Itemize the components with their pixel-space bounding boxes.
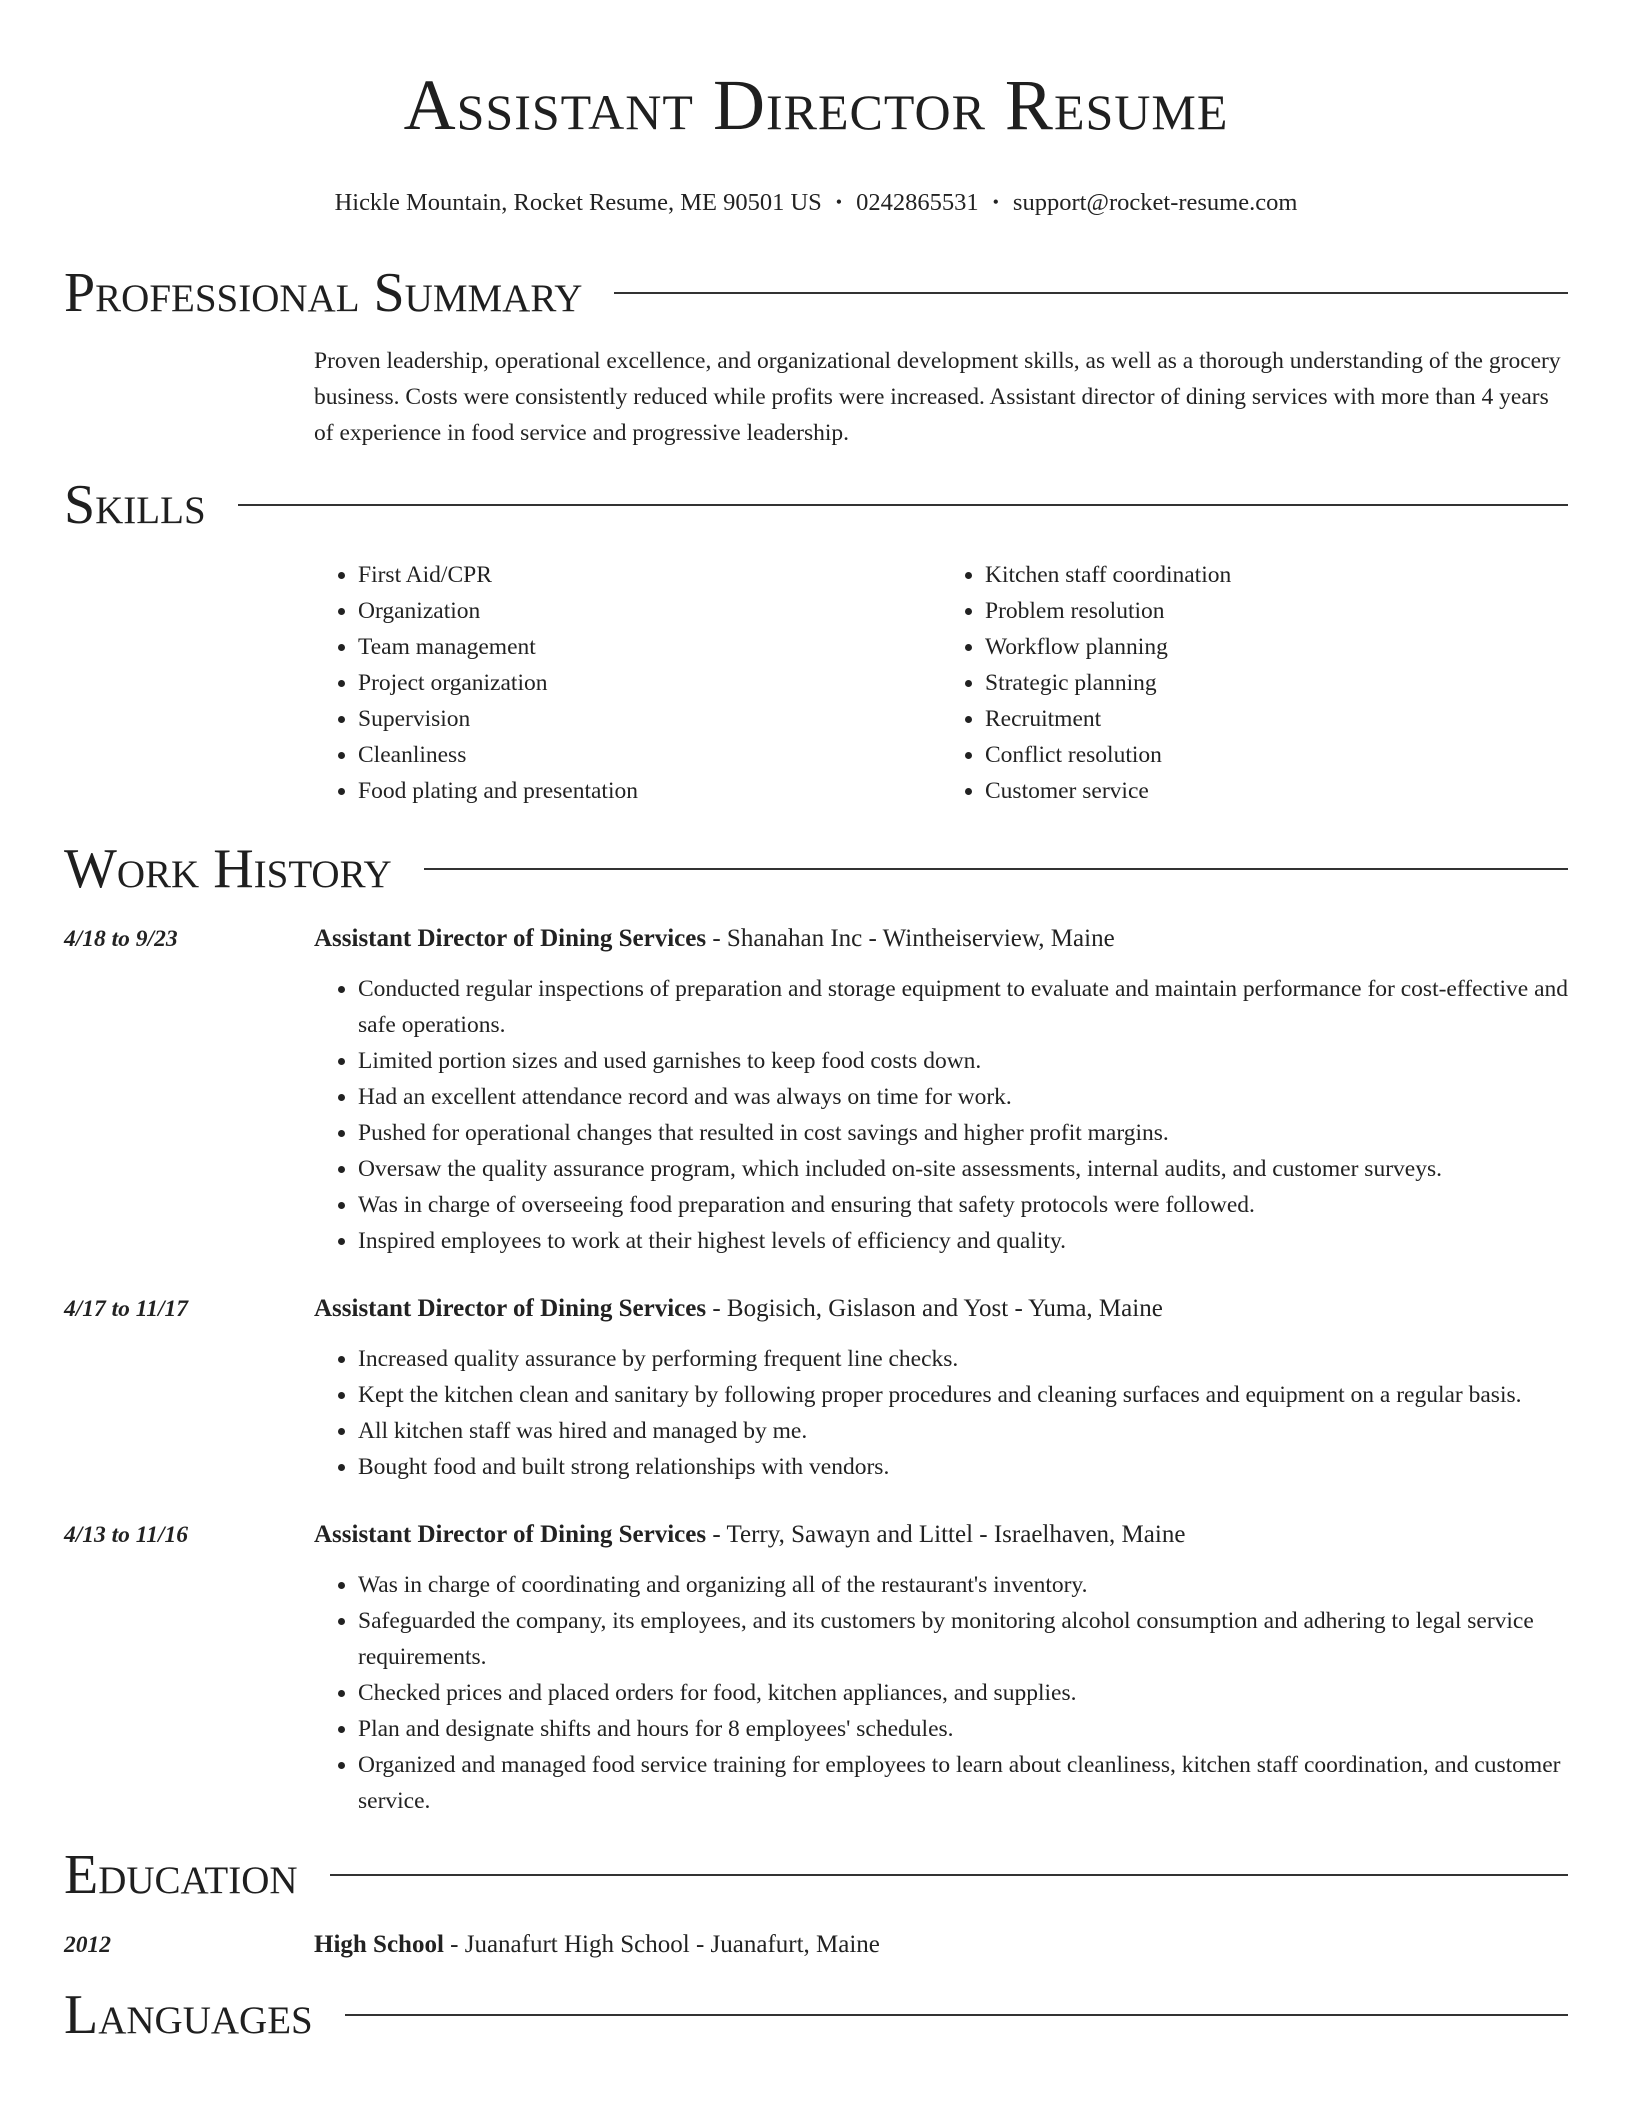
job-bullets: [314, 1341, 1568, 1485]
job-heading: [314, 1291, 1568, 1327]
summary-heading: Professional Summary: [64, 262, 583, 324]
job-company: - Shanahan Inc - Wintheiserview, Maine: [706, 924, 1115, 952]
job-heading: [314, 1517, 1568, 1553]
skills-column-right: [941, 557, 1568, 809]
skill-item: • Workflow planning: [985, 629, 1568, 665]
job-bullet: • Plan and designate shifts and hours for 8 employees' schedules.: [358, 1711, 1568, 1747]
job-bullets: [314, 1567, 1568, 1819]
job-bullets: [314, 971, 1568, 1259]
job-bullet: • Safeguarded the company, its employees, and its customers by monitoring alcohol consumption and adhering to legal service requirements.: [358, 1603, 1568, 1675]
skills-heading: Skills: [64, 473, 206, 536]
skill-item: • Food plating and presentation: [358, 773, 941, 809]
skills-section-header: [64, 475, 1568, 535]
education-school: - Juanafurt High School - Juanafurt, Maine: [443, 1930, 880, 1958]
job-company: - Bogisich, Gislason and Yost - Yuma, Maine: [706, 1294, 1163, 1322]
work-history-list: [64, 921, 1568, 1819]
job-bullet: • Oversaw the quality assurance program, which included on-site assessments, internal audits, and customer surveys.: [358, 1151, 1568, 1187]
summary-text: Proven leadership, operational excellence, and organizational development skills, as well as a thorough understanding of the grocery business. Costs were consistently reduced while profits were increased. Assistant director of dining services with more than 4 years of experience in food service and progressive leadership.: [314, 348, 1561, 446]
job-title: Assistant Director of Dining Services: [314, 1294, 707, 1322]
skill-item: • Customer service: [985, 773, 1568, 809]
job-entry: [64, 1291, 1568, 1485]
section-divider: [614, 292, 1568, 294]
section-divider: [330, 1874, 1568, 1876]
job-dates: 4/18 to 9/23: [64, 925, 178, 952]
education-details: [314, 1927, 1568, 1963]
job-title: Assistant Director of Dining Services: [314, 1520, 707, 1548]
job-bullet: • Organized and managed food service training for employees to learn about cleanliness, kitchen staff coordination, and customer service.: [358, 1747, 1568, 1819]
section-divider: [238, 504, 1568, 506]
work-section-header: [64, 839, 1568, 899]
job-bullet: • All kitchen staff was hired and managed by me.: [358, 1413, 1568, 1449]
skill-item: • Recruitment: [985, 701, 1568, 737]
skill-item: • Kitchen staff coordination: [985, 557, 1568, 593]
skill-item: • First Aid/CPR: [358, 557, 941, 593]
job-bullet: • Bought food and built strong relationships with vendors.: [358, 1449, 1568, 1485]
skill-item: • Team management: [358, 629, 941, 665]
job-bullet: • Inspired employees to work at their highest levels of efficiency and quality.: [358, 1223, 1568, 1259]
education-section-header: [64, 1845, 1568, 1905]
job-bullet: • Had an excellent attendance record and was always on time for work.: [358, 1079, 1568, 1115]
job-bullet: • Increased quality assurance by performing frequent line checks.: [358, 1341, 1568, 1377]
languages-heading: Languages: [64, 1983, 313, 2046]
education-degree: High School: [314, 1930, 444, 1958]
summary-section-header: [64, 263, 1568, 323]
skills-column-left: [314, 557, 941, 809]
job-title: Assistant Director of Dining Services: [314, 924, 707, 952]
section-divider: [424, 868, 1568, 870]
bullet-separator: •: [835, 192, 843, 212]
job-body: [314, 921, 1568, 1259]
skill-item: • Organization: [358, 593, 941, 629]
skill-item: • Cleanliness: [358, 737, 941, 773]
job-dates: 4/13 to 11/16: [64, 1521, 189, 1548]
education-year: 2012: [64, 1931, 111, 1958]
job-bullet: • Kept the kitchen clean and sanitary by following proper procedures and cleaning surfaces and equipment on a regular basis.: [358, 1377, 1568, 1413]
job-bullet: • Conducted regular inspections of preparation and storage equipment to evaluate and maintain performance for cost-effective and safe operations.: [358, 971, 1568, 1043]
job-bullet: • Was in charge of coordinating and organizing all of the restaurant's inventory.: [358, 1567, 1568, 1603]
skill-item: • Project organization: [358, 665, 941, 701]
job-entry: [64, 1517, 1568, 1819]
section-divider: [345, 2014, 1568, 2016]
education-heading: Education: [64, 1843, 298, 1906]
job-company: - Terry, Sawayn and Littel - Israelhaven, Maine: [706, 1520, 1186, 1548]
job-bullet: • Limited portion sizes and used garnishes to keep food costs down.: [358, 1043, 1568, 1079]
education-entry: [64, 1927, 1568, 1963]
skill-item: • Strategic planning: [985, 665, 1568, 701]
job-bullet: • Was in charge of overseeing food preparation and ensuring that safety protocols were followed.: [358, 1187, 1568, 1223]
contact-line: [64, 188, 1568, 219]
job-bullet: • Pushed for operational changes that resulted in cost savings and higher profit margins.: [358, 1115, 1568, 1151]
skills-list: [314, 557, 1568, 809]
languages-section-header: [64, 1985, 1568, 2045]
job-body: [314, 1291, 1568, 1485]
phone: 0242865531: [856, 189, 979, 216]
work-heading: Work History: [64, 837, 392, 900]
skill-item: • Problem resolution: [985, 593, 1568, 629]
job-heading: [314, 921, 1568, 957]
email: support@rocket-resume.com: [1012, 189, 1298, 216]
job-body: [314, 1517, 1568, 1819]
bullet-separator: •: [992, 192, 999, 212]
job-bullet: • Checked prices and placed orders for food, kitchen appliances, and supplies.: [358, 1675, 1568, 1711]
resume-title: Assistant Director Resume: [403, 65, 1229, 145]
skill-item: • Supervision: [358, 701, 941, 737]
address: Hickle Mountain, Rocket Resume, ME 90501 US: [334, 189, 822, 216]
skill-item: • Conflict resolution: [985, 737, 1568, 773]
job-dates: 4/17 to 11/17: [64, 1295, 189, 1322]
job-entry: [64, 921, 1568, 1259]
